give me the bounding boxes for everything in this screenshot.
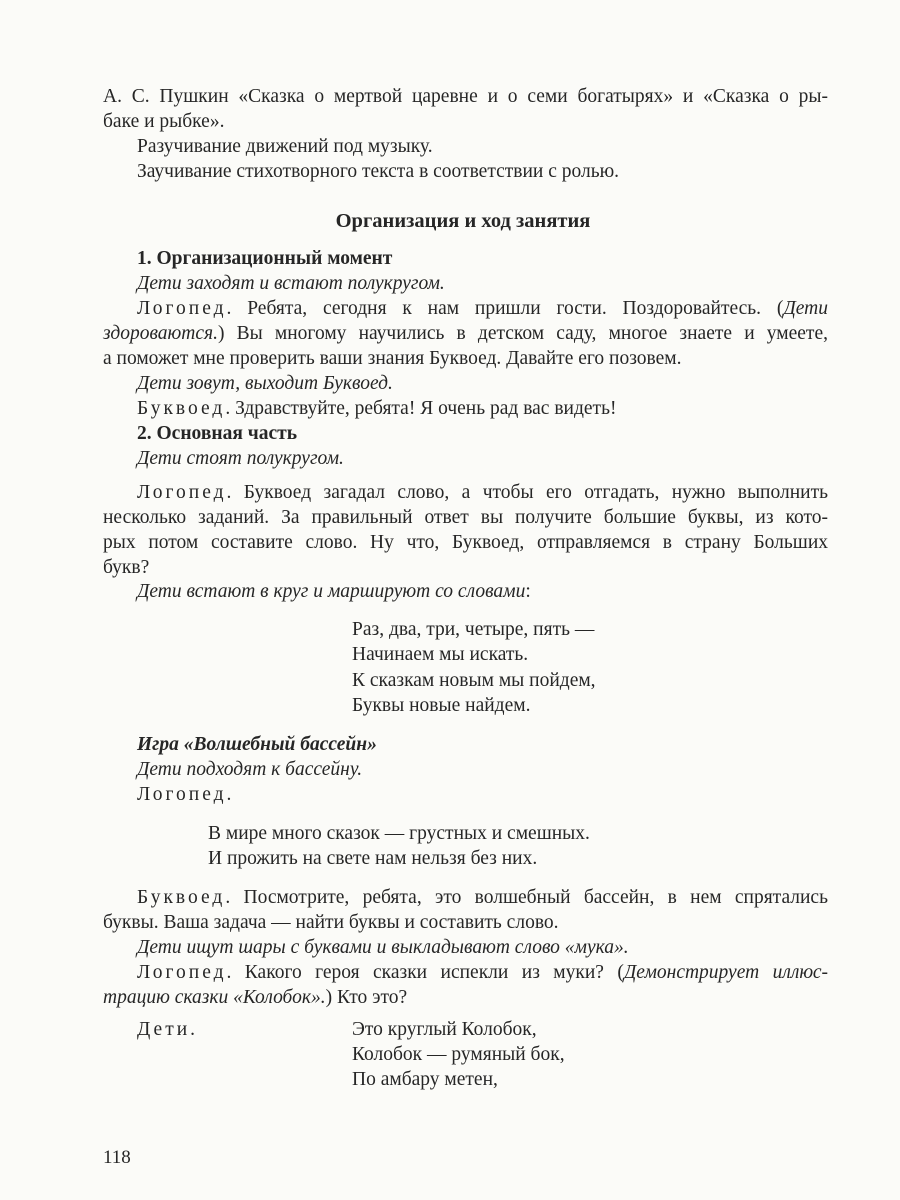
poem-line: По амбару метен,	[352, 1069, 498, 1090]
stage-direction: Дети ищут шары с буквами и выкладывают слово «мука».	[137, 937, 629, 958]
speaker-name: Логопед	[137, 298, 227, 319]
text: . Здравствуйте, ребята! Я очень рад вас видеть!	[225, 398, 617, 419]
text: Демонстрирует иллюс-	[623, 962, 828, 983]
text: Дети	[783, 298, 828, 319]
intro-line: баке и рыбке».	[103, 111, 225, 132]
page-number: 118	[103, 1147, 131, 1168]
dialogue-line	[137, 397, 616, 421]
dialogue-line: буквы. Ваша задача — найти буквы и составить слово.	[103, 912, 559, 933]
text: .	[226, 784, 232, 805]
dialogue-line: несколько заданий. За правильный ответ вы получите большие буквы, из кото-	[103, 507, 828, 528]
dialogue-line	[137, 886, 828, 910]
game-title: Игра «Волшебный бассейн»	[137, 734, 377, 755]
speaker-name: Логопед	[137, 962, 227, 983]
dialogue-line	[137, 1018, 195, 1042]
text: Дети встают в круг и маршируют со словами	[137, 581, 526, 602]
subsection-title: 1. Организационный момент	[137, 248, 393, 269]
dialogue-line	[103, 322, 828, 346]
text: :	[525, 581, 531, 602]
section-heading: Организация и ход занятия	[335, 210, 591, 232]
poem-line: К сказкам новым мы пойдем,	[352, 670, 596, 691]
dialogue-line: а поможет мне проверить ваши знания Буквоед. Давайте его позовем.	[103, 348, 682, 369]
text: . Ребята, сегодня к нам пришли гости. Поздоровайтесь. (	[226, 298, 784, 319]
dialogue-line: рых потом составите слово. Ну что, Буквоед, отправляемся в страну Больших	[103, 532, 828, 553]
poem-line: Раз, два, три, четыре, пять —	[352, 619, 595, 640]
subsection-title: 2. Основная часть	[137, 423, 298, 444]
poem-line: Буквы новые найдем.	[352, 695, 531, 716]
speaker-name: Буквоед	[137, 887, 226, 908]
speaker-name: Логопед	[137, 784, 227, 805]
stage-direction	[137, 580, 531, 604]
text: .	[190, 1019, 196, 1040]
text: ) Кто это?	[325, 987, 408, 1008]
intro-line: Разучивание движений под музыку.	[137, 136, 433, 157]
text: ) Вы многому научились в детском саду, многое знаете и умеете,	[217, 323, 828, 344]
text: здороваются.	[103, 323, 218, 344]
poem-line: Это круглый Колобок,	[352, 1019, 537, 1040]
text: . Посмотрите, ребята, это волшебный бассейн, в нем спрятались	[225, 887, 828, 908]
dialogue-line	[137, 961, 828, 985]
poem-line: И прожить на свете нам нельзя без них.	[208, 848, 538, 869]
stage-direction: Дети подходят к бассейну.	[137, 759, 363, 780]
speaker-name: Буквоед	[137, 398, 226, 419]
speaker-name: Дети	[137, 1019, 191, 1040]
dialogue-line: букв?	[103, 557, 150, 578]
poem-line: Колобок — румяный бок,	[352, 1044, 565, 1065]
text: трацию сказки «Колобок».	[103, 987, 326, 1008]
speaker-name: Логопед	[137, 482, 227, 503]
dialogue-line	[103, 986, 407, 1010]
text: . Буквоед загадал слово, а чтобы его отгадать, нужно выполнить	[226, 482, 828, 503]
stage-direction: Дети стоят полукругом.	[137, 448, 344, 469]
intro-line: А. С. Пушкин «Сказка о мертвой царевне и о семи богатырях» и «Сказка о ры-	[103, 86, 828, 107]
poem-line: Начинаем мы искать.	[352, 644, 529, 665]
dialogue-line	[137, 783, 231, 807]
stage-direction: Дети заходят и встают полукругом.	[137, 273, 445, 294]
poem-line: В мире много сказок — грустных и смешных.	[208, 823, 590, 844]
dialogue-line	[137, 481, 828, 505]
stage-direction: Дети зовут, выходит Буквоед.	[137, 373, 393, 394]
text: . Какого героя сказки испекли из муки? (	[226, 962, 624, 983]
intro-line: Заучивание стихотворного текста в соответствии с ролью.	[137, 161, 620, 182]
dialogue-line	[137, 297, 828, 321]
